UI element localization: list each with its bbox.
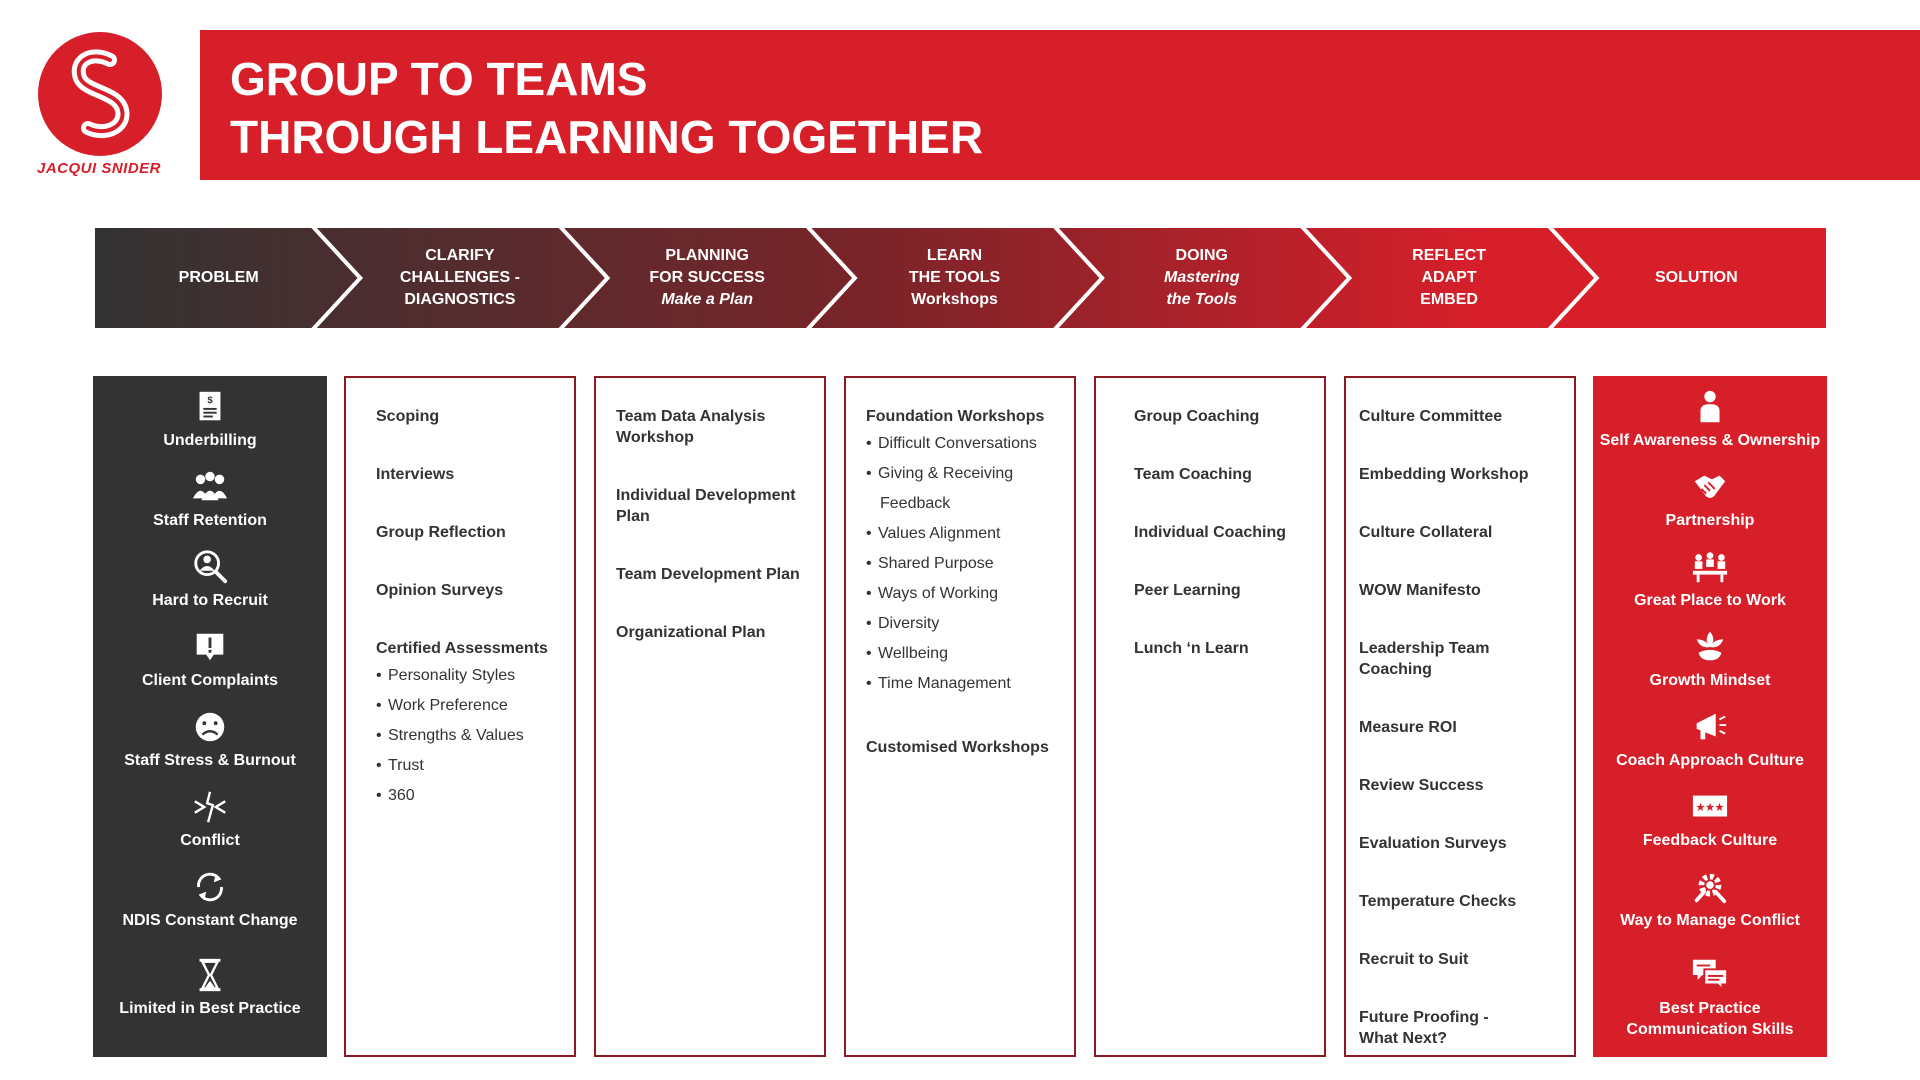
reflect-column: [1344, 376, 1576, 1057]
stage-label-2: [336, 228, 583, 328]
page-title: [230, 50, 983, 166]
list-item: Review Success: [1359, 777, 1484, 794]
conflict-icon: [191, 788, 229, 826]
list-item: Lunch ‘n Learn: [1134, 640, 1249, 657]
title-line-1: GROUP TO TEAMS: [230, 53, 648, 105]
item-label: Client Complaints: [141, 672, 278, 689]
solution-item: [1593, 956, 1827, 1040]
list-item: Evaluation Surveys: [1359, 835, 1507, 852]
plan-item: [616, 485, 814, 527]
item-label: Growth Mindset: [1649, 672, 1771, 689]
reflect-last-item: [1359, 1007, 1564, 1049]
list-item: WOW Manifesto: [1359, 582, 1481, 599]
brand-logo: [32, 32, 166, 182]
svg-text:$: $: [207, 395, 213, 407]
solution-item: [1593, 388, 1827, 451]
list-item: Foundation Workshops: [866, 408, 1045, 425]
list-item: Measure ROI: [1359, 719, 1457, 736]
item-label: Partnership: [1665, 512, 1755, 529]
stage-line: LEARN: [926, 247, 983, 264]
list-item: Interviews: [376, 466, 455, 483]
solutions-column: [1593, 376, 1827, 1057]
stage-line: EMBED: [1420, 291, 1478, 308]
list-item: Group Coaching: [1134, 408, 1260, 425]
stage-label-6: [1325, 228, 1572, 328]
handshake-icon: [1691, 468, 1729, 506]
list-item: Certified Assessments: [376, 640, 548, 657]
reflect-list: [1359, 406, 1564, 1049]
list-item: Team Coaching: [1134, 466, 1252, 483]
solution-item: [1593, 868, 1827, 931]
plan-item-line: Organizational Plan: [616, 624, 766, 641]
alert-message-icon: [191, 628, 229, 666]
brand-name: JACQUI SNIDER: [36, 160, 162, 177]
tools-gear-icon: [1691, 868, 1729, 906]
plan-item-line: Team Data Analysis: [616, 408, 766, 425]
stage-line: Mastering: [1163, 269, 1240, 286]
item-label: Best Practice: [1659, 1000, 1761, 1017]
item-label: Feedback Culture: [1642, 832, 1778, 849]
bullet-item: • Personality Styles: [376, 661, 564, 691]
problem-item: [93, 788, 327, 851]
list-item: Individual Coaching: [1134, 524, 1287, 541]
stage-line: Workshops: [911, 291, 998, 308]
list-item: Culture Committee: [1359, 408, 1503, 425]
plan-item-line: Workshop: [616, 429, 694, 446]
foundation-bullets: [866, 429, 1064, 699]
bullet-continuation: Feedback: [880, 495, 951, 512]
planning-list: [616, 406, 814, 643]
clarify-column: [344, 376, 576, 1057]
stage-line: SOLUTION: [1655, 269, 1738, 286]
bullet-item: • Values Alignment: [866, 519, 1064, 549]
item-label: Way to Manage Conflict: [1620, 912, 1800, 929]
process-stages: [95, 228, 1826, 328]
bullet-item: • Wellbeing: [866, 639, 1064, 669]
bullet-item: • Diversity: [866, 609, 1064, 639]
bullet-item: • Strengths & Values: [376, 721, 564, 751]
solution-item: [1593, 468, 1827, 531]
search-person-icon: [191, 548, 229, 586]
svg-text:★: ★: [1704, 799, 1716, 814]
problem-item: [93, 708, 327, 771]
problem-item: [93, 628, 327, 691]
stage-line: the Tools: [1166, 291, 1238, 308]
learn-column: [844, 376, 1076, 1057]
stage-line: CLARIFY: [425, 247, 495, 264]
stage-line: DOING: [1175, 247, 1228, 264]
bullet-item: • Work Preference: [376, 691, 564, 721]
item-label: Great Place to Work: [1634, 592, 1786, 609]
rating-stars-icon: [1691, 788, 1729, 826]
plan-item: [616, 622, 814, 643]
item-label: Staff Retention: [153, 512, 267, 529]
list-item: Scoping: [376, 408, 440, 425]
stage-label-1: [95, 228, 342, 328]
stage-label-4: [831, 228, 1078, 328]
refresh-cycle-icon: [191, 868, 229, 906]
list-item: Culture Collateral: [1359, 524, 1493, 541]
plan-item-line: Team Development Plan: [616, 566, 800, 583]
chat-bubbles-icon: [1691, 956, 1729, 994]
stage-line: PROBLEM: [178, 269, 259, 286]
header-banner: [200, 30, 1920, 180]
clarify-list: [376, 406, 564, 811]
stage-line: REFLECT: [1412, 247, 1486, 264]
growth-flower-icon: [1691, 628, 1729, 666]
list-item: Temperature Checks: [1359, 893, 1517, 910]
stage-line: Make a Plan: [661, 291, 753, 308]
list-item: Customised Workshops: [866, 739, 1049, 756]
person-icon: [1691, 388, 1729, 426]
item-label: Limited in Best Practice: [119, 1000, 301, 1017]
plan-item: [616, 406, 814, 448]
plan-item-line: Plan: [616, 508, 650, 525]
solution-item: [1593, 628, 1827, 691]
list-item: Embedding Workshop: [1359, 466, 1529, 483]
svg-text:★: ★: [1695, 799, 1706, 814]
plan-item-line: Individual Development: [616, 487, 796, 504]
stage-label-7: [1573, 228, 1820, 328]
learn-list: [866, 406, 1064, 758]
item-label: Self Awareness & Ownership: [1599, 432, 1821, 449]
stage-line: PLANNING: [665, 247, 749, 264]
people-group-icon: [191, 468, 229, 506]
bullet-item: • Giving & Receiving: [866, 459, 1064, 489]
reflect-last-line: Future Proofing -: [1359, 1009, 1489, 1026]
problem-item: [93, 956, 327, 1019]
logo-emblem: [38, 32, 162, 156]
plan-item: [616, 564, 814, 585]
title-line-2: THROUGH LEARNING TOGETHER: [230, 111, 984, 163]
planning-column: [594, 376, 826, 1057]
doing-list: [1134, 406, 1314, 659]
hourglass-icon: [191, 956, 229, 994]
bullet-item: • Time Management: [866, 669, 1064, 699]
solution-item: [1593, 788, 1827, 851]
problem-item: [93, 868, 327, 931]
problem-item: [93, 388, 327, 451]
item-label: NDIS Constant Change: [122, 912, 298, 929]
problems-column: [93, 376, 327, 1057]
stage-label-3: [584, 228, 831, 328]
invoice-icon: [191, 388, 229, 426]
bullet-item: • Ways of Working: [866, 579, 1064, 609]
list-item: Group Reflection: [376, 524, 506, 541]
item-label: Conflict: [180, 832, 240, 849]
assessment-bullets: [376, 661, 564, 811]
list-item: Leadership Team Coaching: [1359, 640, 1490, 678]
megaphone-icon: [1691, 708, 1729, 746]
list-item: Peer Learning: [1134, 582, 1241, 599]
problem-item: [93, 468, 327, 531]
svg-text:★: ★: [1714, 799, 1725, 814]
team-table-icon: [1691, 548, 1729, 586]
item-label: Hard to Recruit: [152, 592, 268, 609]
list-item: Opinion Surveys: [376, 582, 504, 599]
item-label: Staff Stress & Burnout: [124, 752, 296, 769]
solution-item: [1593, 708, 1827, 771]
stage-label-5: [1078, 228, 1325, 328]
stage-line: CHALLENGES -: [399, 269, 520, 286]
stage-line: DIAGNOSTICS: [404, 291, 516, 308]
sad-face-icon: [191, 708, 229, 746]
bullet-item: • Difficult Conversations: [866, 429, 1064, 459]
reflect-last-line: What Next?: [1359, 1030, 1447, 1047]
item-label: Coach Approach Culture: [1616, 752, 1804, 769]
bullet-item: • 360: [376, 781, 564, 811]
list-item: Recruit to Suit: [1359, 951, 1469, 968]
doing-column: [1094, 376, 1326, 1057]
item-label: Underbilling: [163, 432, 257, 449]
problem-item: [93, 548, 327, 611]
bullet-item: • Trust: [376, 751, 564, 781]
stage-line: THE TOOLS: [908, 269, 1001, 286]
item-label: Communication Skills: [1626, 1021, 1794, 1038]
solution-item: [1593, 548, 1827, 611]
stage-line: ADAPT: [1421, 269, 1477, 286]
stage-line: FOR SUCCESS: [649, 269, 765, 286]
bullet-item: • Shared Purpose: [866, 549, 1064, 579]
